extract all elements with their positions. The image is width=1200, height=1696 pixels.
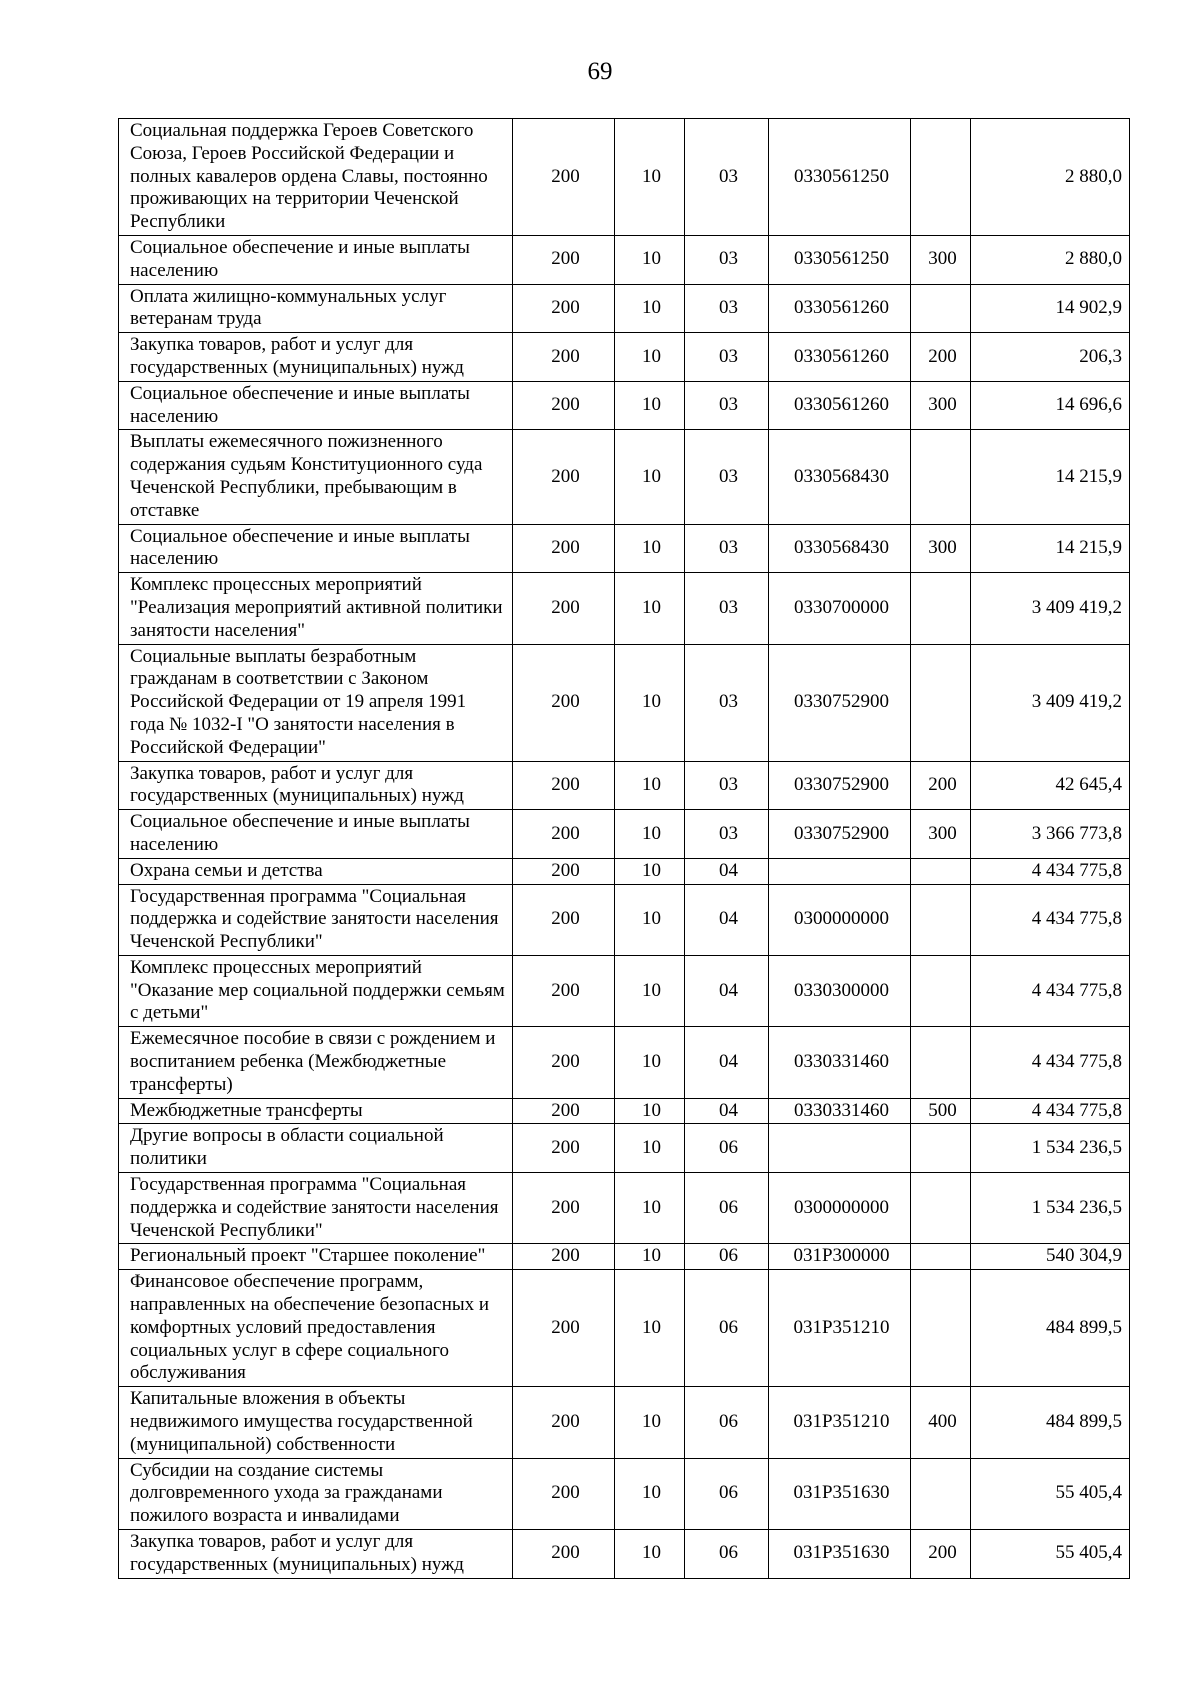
row-subsection-code-cell: 03 [685,235,769,284]
table-row [119,1098,1130,1124]
row-department-code-cell: 200 [513,333,615,382]
row-target-article-cell: 031P351630 [769,1530,911,1579]
row-section-code-cell: 10 [615,381,685,430]
row-subsection-code-cell: 03 [685,644,769,761]
row-target-article-cell: 0330561260 [769,284,911,333]
row-amount-cell: 4 434 775,8 [971,955,1130,1026]
row-name-cell: Выплаты ежемесячного пожизненного содержания судьям Конституционного суда Чеченской Республики, пребывающим в отставке [119,430,513,524]
row-amount-cell: 206,3 [971,333,1130,382]
table-row [119,1124,1130,1173]
row-section-code-cell: 10 [615,119,685,236]
row-name-cell: Социальное обеспечение и иные выплаты населению [119,810,513,859]
row-name-cell: Комплекс процессных мероприятий "Оказание мер социальной поддержки семьям с детьми" [119,955,513,1026]
row-section-code-cell: 10 [615,1124,685,1173]
row-target-article-cell [769,858,911,884]
row-name-cell: Капитальные вложения в объекты недвижимого имущества государственной (муниципальной) собственности [119,1387,513,1458]
row-department-code-cell: 200 [513,761,615,810]
row-department-code-cell: 200 [513,644,615,761]
table-row [119,1173,1130,1244]
row-target-article-cell: 0330561250 [769,235,911,284]
row-amount-cell: 42 645,4 [971,761,1130,810]
row-section-code-cell: 10 [615,1098,685,1124]
row-expense-type-cell: 400 [911,1387,971,1458]
row-subsection-code-cell: 04 [685,858,769,884]
row-subsection-code-cell: 04 [685,884,769,955]
row-expense-type-cell [911,644,971,761]
row-expense-type-cell: 300 [911,810,971,859]
row-section-code-cell: 10 [615,1244,685,1270]
table-row [119,573,1130,644]
row-target-article-cell: 031P351210 [769,1387,911,1458]
row-department-code-cell: 200 [513,573,615,644]
row-name-cell: Оплата жилищно-коммунальных услуг ветеранам труда [119,284,513,333]
row-name-cell: Государственная программа "Социальная поддержка и содействие занятости населения Чеченской Республики" [119,884,513,955]
row-target-article-cell: 0330568430 [769,524,911,573]
table-row [119,430,1130,524]
row-department-code-cell: 200 [513,858,615,884]
row-department-code-cell: 200 [513,119,615,236]
row-amount-cell: 2 880,0 [971,235,1130,284]
row-target-article-cell: 0330331460 [769,1027,911,1098]
row-amount-cell: 4 434 775,8 [971,858,1130,884]
row-department-code-cell: 200 [513,810,615,859]
row-section-code-cell: 10 [615,333,685,382]
row-subsection-code-cell: 04 [685,1098,769,1124]
table-row [119,810,1130,859]
table-row [119,644,1130,761]
table-row [119,1387,1130,1458]
row-expense-type-cell [911,1244,971,1270]
row-target-article-cell: 0330568430 [769,430,911,524]
table-row [119,235,1130,284]
row-department-code-cell: 200 [513,884,615,955]
row-name-cell: Региональный проект "Старшее поколение" [119,1244,513,1270]
row-amount-cell: 55 405,4 [971,1458,1130,1529]
row-expense-type-cell [911,1124,971,1173]
row-subsection-code-cell: 03 [685,284,769,333]
row-expense-type-cell [911,284,971,333]
table-row [119,1027,1130,1098]
row-target-article-cell: 031P300000 [769,1244,911,1270]
row-target-article-cell: 0330752900 [769,761,911,810]
row-expense-type-cell: 200 [911,761,971,810]
row-target-article-cell: 0330752900 [769,644,911,761]
row-name-cell: Закупка товаров, работ и услуг для государственных (муниципальных) нужд [119,1530,513,1579]
row-subsection-code-cell: 06 [685,1458,769,1529]
row-name-cell: Социальные выплаты безработным гражданам в соответствии с Законом Российской Федерации от 19 апреля 1991 года № 1032-I "О занятости населения в Российской Федерации" [119,644,513,761]
row-name-cell: Ежемесячное пособие в связи с рождением и воспитанием ребенка (Межбюджетные трансферты) [119,1027,513,1098]
row-name-cell: Социальное обеспечение и иные выплаты населению [119,381,513,430]
row-expense-type-cell: 300 [911,524,971,573]
row-subsection-code-cell: 03 [685,761,769,810]
row-target-article-cell: 0330300000 [769,955,911,1026]
row-section-code-cell: 10 [615,955,685,1026]
row-expense-type-cell: 500 [911,1098,971,1124]
table-row [119,1270,1130,1387]
row-subsection-code-cell: 03 [685,333,769,382]
row-amount-cell: 14 215,9 [971,524,1130,573]
table-row [119,1458,1130,1529]
row-expense-type-cell [911,573,971,644]
row-amount-cell: 540 304,9 [971,1244,1130,1270]
row-subsection-code-cell: 03 [685,430,769,524]
row-name-cell: Социальное обеспечение и иные выплаты населению [119,524,513,573]
row-section-code-cell: 10 [615,810,685,859]
row-expense-type-cell [911,1458,971,1529]
row-name-cell: Финансовое обеспечение программ, направленных на обеспечение безопасных и комфортных условий предоставления социальных услуг в сфере социального обслуживания [119,1270,513,1387]
table-row [119,858,1130,884]
row-name-cell: Государственная программа "Социальная поддержка и содействие занятости населения Чеченской Республики" [119,1173,513,1244]
row-subsection-code-cell: 04 [685,955,769,1026]
row-section-code-cell: 10 [615,573,685,644]
row-target-article-cell: 031P351630 [769,1458,911,1529]
row-expense-type-cell [911,955,971,1026]
table-row [119,381,1130,430]
row-expense-type-cell: 300 [911,381,971,430]
row-department-code-cell: 200 [513,1530,615,1579]
row-target-article-cell [769,1124,911,1173]
row-name-cell: Межбюджетные трансферты [119,1098,513,1124]
row-target-article-cell: 0330700000 [769,573,911,644]
row-subsection-code-cell: 06 [685,1244,769,1270]
row-department-code-cell: 200 [513,284,615,333]
row-section-code-cell: 10 [615,884,685,955]
row-target-article-cell: 031P351210 [769,1270,911,1387]
table-body [119,119,1130,1579]
row-expense-type-cell [911,1173,971,1244]
row-department-code-cell: 200 [513,1270,615,1387]
row-subsection-code-cell: 03 [685,381,769,430]
row-amount-cell: 3 366 773,8 [971,810,1130,859]
row-section-code-cell: 10 [615,235,685,284]
row-expense-type-cell [911,1027,971,1098]
row-section-code-cell: 10 [615,858,685,884]
row-department-code-cell: 200 [513,1387,615,1458]
row-section-code-cell: 10 [615,761,685,810]
row-subsection-code-cell: 03 [685,119,769,236]
row-expense-type-cell [911,119,971,236]
table-row [119,884,1130,955]
row-subsection-code-cell: 06 [685,1387,769,1458]
row-target-article-cell: 0330561260 [769,333,911,382]
row-target-article-cell: 0300000000 [769,1173,911,1244]
row-section-code-cell: 10 [615,430,685,524]
row-department-code-cell: 200 [513,1027,615,1098]
row-expense-type-cell [911,430,971,524]
table-row [119,119,1130,236]
row-amount-cell: 1 534 236,5 [971,1173,1130,1244]
row-department-code-cell: 200 [513,1173,615,1244]
row-subsection-code-cell: 06 [685,1530,769,1579]
row-name-cell: Комплекс процессных мероприятий "Реализация мероприятий активной политики занятости населения" [119,573,513,644]
table-row [119,284,1130,333]
row-section-code-cell: 10 [615,1270,685,1387]
row-department-code-cell: 200 [513,1458,615,1529]
row-name-cell: Закупка товаров, работ и услуг для государственных (муниципальных) нужд [119,761,513,810]
row-department-code-cell: 200 [513,1098,615,1124]
row-name-cell: Социальное обеспечение и иные выплаты населению [119,235,513,284]
row-section-code-cell: 10 [615,524,685,573]
row-expense-type-cell: 300 [911,235,971,284]
row-subsection-code-cell: 06 [685,1173,769,1244]
table-row [119,1244,1130,1270]
row-subsection-code-cell: 04 [685,1027,769,1098]
row-amount-cell: 1 534 236,5 [971,1124,1130,1173]
row-expense-type-cell: 200 [911,1530,971,1579]
row-subsection-code-cell: 03 [685,810,769,859]
row-name-cell: Субсидии на создание системы долговременного ухода за гражданами пожилого возраста и инвалидами [119,1458,513,1529]
row-expense-type-cell [911,884,971,955]
row-amount-cell: 484 899,5 [971,1387,1130,1458]
row-expense-type-cell [911,1270,971,1387]
row-amount-cell: 14 696,6 [971,381,1130,430]
row-expense-type-cell [911,858,971,884]
row-name-cell: Закупка товаров, работ и услуг для государственных (муниципальных) нужд [119,333,513,382]
row-name-cell: Социальная поддержка Героев Советского Союза, Героев Российской Федерации и полных кавалеров ордена Славы, постоянно проживающих на территории Чеченской Республики [119,119,513,236]
row-department-code-cell: 200 [513,955,615,1026]
table-row [119,524,1130,573]
table-row [119,955,1130,1026]
row-name-cell: Охрана семьи и детства [119,858,513,884]
row-amount-cell: 3 409 419,2 [971,573,1130,644]
table-row [119,761,1130,810]
row-target-article-cell: 0300000000 [769,884,911,955]
row-section-code-cell: 10 [615,1387,685,1458]
row-department-code-cell: 200 [513,430,615,524]
row-section-code-cell: 10 [615,1173,685,1244]
row-subsection-code-cell: 06 [685,1270,769,1387]
row-amount-cell: 14 902,9 [971,284,1130,333]
row-amount-cell: 4 434 775,8 [971,1027,1130,1098]
row-target-article-cell: 0330561260 [769,381,911,430]
row-amount-cell: 3 409 419,2 [971,644,1130,761]
row-section-code-cell: 10 [615,1530,685,1579]
row-amount-cell: 4 434 775,8 [971,884,1130,955]
page-number: 69 [587,58,613,85]
row-subsection-code-cell: 03 [685,524,769,573]
row-department-code-cell: 200 [513,1244,615,1270]
row-amount-cell: 55 405,4 [971,1530,1130,1579]
row-subsection-code-cell: 06 [685,1124,769,1173]
row-target-article-cell: 0330561250 [769,119,911,236]
table-row [119,333,1130,382]
row-target-article-cell: 0330331460 [769,1098,911,1124]
row-target-article-cell: 0330752900 [769,810,911,859]
row-amount-cell: 4 434 775,8 [971,1098,1130,1124]
row-amount-cell: 484 899,5 [971,1270,1130,1387]
row-name-cell: Другие вопросы в области социальной политики [119,1124,513,1173]
row-section-code-cell: 10 [615,644,685,761]
row-department-code-cell: 200 [513,381,615,430]
row-amount-cell: 2 880,0 [971,119,1130,236]
row-department-code-cell: 200 [513,524,615,573]
table-row [119,1530,1130,1579]
row-department-code-cell: 200 [513,1124,615,1173]
row-expense-type-cell: 200 [911,333,971,382]
row-department-code-cell: 200 [513,235,615,284]
row-section-code-cell: 10 [615,1027,685,1098]
row-amount-cell: 14 215,9 [971,430,1130,524]
row-section-code-cell: 10 [615,284,685,333]
budget-table [118,118,1130,1579]
row-section-code-cell: 10 [615,1458,685,1529]
row-subsection-code-cell: 03 [685,573,769,644]
